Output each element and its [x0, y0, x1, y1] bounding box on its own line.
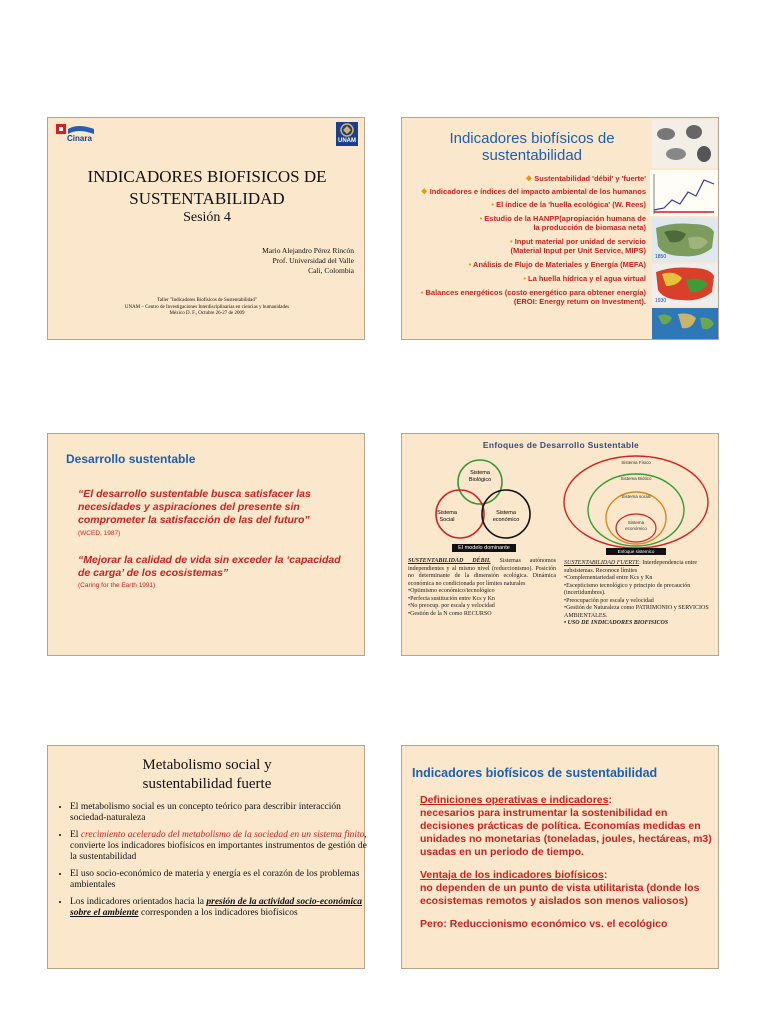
slide2-title [422, 130, 642, 164]
slide6-paragraph1: necesarios para instrumentar la sostenibilidad en decisiones prácticas de política. Economías medidas en unidades no monetarias (toneladas, joules, hectáreas, m3) usadas en un periodo de tiempo. [420, 807, 712, 858]
weak-item: •No preocup. por escala y velocidad [408, 603, 495, 609]
slide-3 [47, 433, 365, 656]
footer-line: UNAM – Centro de Investigaciones Interdisciplinarias en ciencias y humanidades [124, 304, 290, 310]
slide5-title [48, 756, 366, 794]
slide1-title-line1: INDICADORES BIOFISICOS DE [87, 167, 327, 186]
slide5-bullet: • El crecimiento acelerado del metabolismo de la sociedad en un sistema finito, convierte los indicadores biofísicos en importantes instrumentos de gestión de la sustentabilidad [70, 830, 370, 863]
slide1-title [48, 166, 366, 210]
slide-4 [401, 433, 719, 656]
venn-label-bio: Sistema Biológico [468, 470, 492, 483]
slide-1 [47, 117, 365, 340]
unam-logo [336, 122, 358, 146]
slide2-title-line2: sustentabilidad [481, 147, 583, 164]
slide1-title-line2: SUSTENTABILIDAD [129, 189, 285, 208]
slide6-heading2: Ventaja de los indicadores biofísicos [420, 869, 604, 881]
slide6-heading1: Definiciones operativas e indicadores [420, 794, 609, 806]
slide2-bullet: • Análisis de Flujo de Materiales y Energía (MEFA) [468, 260, 646, 269]
slide2-bullet: ❖ Sustentabilidad 'débil' y 'fuerte' [525, 174, 646, 183]
unam-shield-icon [336, 122, 358, 139]
strong-heading: SUSTENTABILIDAD FUERTE [564, 560, 640, 566]
slide6-title: Indicadores biofísicos de sustentabilidad [412, 766, 658, 780]
diamond-bullet-icon: ❖ [525, 174, 535, 183]
slide5-bullet: • Los indicadores orientados hacia la presión de la actividad socio-económica sobre el ambiente corresponden a los indicadores biofísicos [70, 897, 370, 919]
slide2-bullet: ❖ Indicadores e índices del impacto ambiental de los humanos [420, 187, 646, 196]
strong-item: •Escepticismo tecnológico y principio de precaución (incertidumbres). [564, 582, 691, 596]
slide6-body: Definiciones operativas e indicadores: necesarios para instrumentar la sostenibilidad en decisiones prácticas de política. Economías medidas en unidades no monetarias (toneladas, joules, hectáreas, m3) usadas en un periodo de tiempo. Ventaja de los indicadores biofísicos: no dependen de un punto de vista utilitarista (donde los ecosistemas remotos y aislados son menos valiosos) Pero: Reduccionismo económico vs. el ecológico [420, 794, 712, 930]
slide3-title: Desarrollo sustentable [66, 452, 196, 466]
dot-bullet-icon: • [479, 214, 485, 223]
slide3-quote2: “Mejorar la calidad de vida sin exceder la ‘capacidad de carga’ de los ecosistemas” [78, 554, 341, 579]
nested-label-physical: Sistema Físico [621, 460, 651, 465]
strong-item: •Gestión de Naturaleza como PATRIMONIO y SERVICIOS AMBIENTALES. [564, 605, 709, 619]
graph-image [650, 170, 718, 216]
strong-text: Interdependencia entre subsistemas. Reconoce límites [564, 560, 698, 574]
slide6-paragraph2: no dependen de un punto de vista utilitarista (donde los ecosistemas remotos y aislados son menos valiosos) [420, 882, 700, 907]
dot-bullet-icon: • [491, 200, 497, 209]
weak-text: Sistemas autónomos independientes y al mismo nivel (reduccionismo). Posición no determinante de la dimensión ecológica. Dinámica económica no condicionada por límites naturales [408, 558, 557, 587]
slide4-title: Enfoques de Desarrollo Sustentable [482, 440, 640, 450]
weak-item: •Gestión de la N como RECURSO [408, 610, 492, 617]
strong-item: •Complementariedad entre Kcs y Kn [564, 575, 653, 581]
map-image-1 [652, 218, 718, 262]
slide3-quote1: “El desarrollo sustentable busca satisfacer las necesidades y aspiraciones del presente sin comprometer la satisfacción de las del futuro” [78, 488, 311, 526]
slide5-bullet: • El uso socio-económico de materia y energía es el corazón de los problemas ambientales [70, 869, 370, 891]
author-line: Prof. Universidad del Valle [272, 256, 354, 265]
nested-ellipse-biotic [588, 474, 684, 546]
slide3-source1: (WCED, 1987) [78, 530, 121, 537]
cinara-logo [54, 123, 98, 145]
slide2-title-line1: Indicadores biofísicos de [449, 130, 615, 147]
world-map-image [652, 308, 718, 339]
slide3-source2: (Caring for the Earth 1991) [78, 582, 156, 589]
venn-label-social: Sistema Social [437, 510, 457, 523]
weak-item: •Perfecta sustitución entre Kcs y Kn [408, 595, 495, 602]
map-label-1930: 1930 [655, 298, 667, 304]
weak-sustainability-block [408, 558, 556, 618]
venn-label-economic: Sistema económico [492, 510, 520, 523]
map-label-1850: 1850 [655, 254, 667, 260]
author-line: Cali, Colombia [308, 266, 354, 275]
slide5-title-line2: sustentabilidad fuerte [142, 776, 272, 792]
weak-item: •Optimismo económico/tecnológico [408, 588, 495, 594]
slide2-bullet: • Balances energéticos (costo energético para obtener energía) (EROI: Energy return on Investment). [420, 288, 646, 306]
engraving-image [652, 120, 717, 168]
energy-graph-icon [650, 170, 718, 216]
strong-item: • USO DE INDICADORES BIOFISICOS [564, 620, 669, 626]
world-map-icon [652, 308, 718, 339]
nested-label-biotic: Sistema Biótico [620, 476, 652, 481]
slide2-bullet-list [402, 174, 646, 306]
venn-caption: El modelo dominante [452, 544, 516, 552]
nested-ellipse-social [606, 492, 666, 544]
slide1-footer [48, 298, 366, 318]
diamond-bullet-icon: ❖ [420, 187, 430, 196]
footer-line: Taller "Indicadores Biofísicos de Sustentabilidad" [157, 298, 257, 303]
nested-label-social: Sistema social [621, 494, 651, 499]
dot-bullet-icon: • [468, 260, 474, 269]
slide2-bullet: • El índice de la 'huella ecológica' (W. Rees) [491, 200, 646, 209]
slide2-bullet: • Input material por unidad de servicio (Material Input per Unit Service, MIPS) [510, 237, 646, 255]
unam-logo-text: UNAM [338, 138, 356, 144]
strong-item: •Preocupación por escala y velocidad [564, 597, 654, 604]
slide2-bullet: • La huella hídrica y el agua virtual [523, 274, 646, 283]
venn-diagram [416, 454, 556, 546]
slide5-bullet-list [54, 802, 370, 925]
slide2-bullet: • Estudio de la HANPP(apropiación humana de la producción de biomasa neta) [479, 214, 646, 232]
weak-heading: SUSTENTABILIDAD DÉBIL [408, 558, 491, 564]
slide5-title-line1: Metabolismo social y [142, 757, 272, 773]
slide-5 [47, 745, 365, 969]
dot-bullet-icon: • [510, 237, 515, 246]
cinara-logo-text: Cinara [67, 134, 92, 143]
nested-systems-diagram [562, 452, 712, 552]
nested-caption: Enfoque sistemico [606, 548, 666, 555]
dot-bullet-icon: • [523, 274, 529, 283]
animal-engraving-icon [652, 120, 717, 168]
slide-6 [401, 745, 719, 969]
slide1-author [262, 246, 354, 276]
dot-bullet-icon: • [420, 288, 426, 297]
slide-2 [401, 117, 719, 340]
slide1-session: Sesión 4 [183, 210, 231, 225]
slide5-bullet: • El metabolismo social es un concepto teórico para describir interacción sociedad-naturaleza [70, 802, 370, 824]
nested-ellipse-physical [564, 456, 708, 548]
nested-label-economic: Sistema económico [625, 520, 647, 531]
map-image-2 [652, 264, 718, 306]
slide6-paragraph3: Pero: Reduccionismo económico vs. el ecológico [420, 918, 668, 930]
footer-line: México D. F., Octubre 26-27 de 2009 [169, 311, 245, 316]
author-line: Mario Alejandro Pérez Rincón [262, 246, 354, 255]
strong-sustainability-block: SUSTENTABILIDAD FUERTE: Interdependencia entre subsistemas. Reconoce límites •Complementariedad entre Kcs y Kn •Escepticismo tecnológico y principio de precaución (incertidumbres). •Preocupación por escala y velocidad •Gestión de Naturaleza como PATRIMONIO y SERVICIOS AMBIENTALES. • USO DE INDICADORES BIOFISICOS [564, 560, 714, 628]
